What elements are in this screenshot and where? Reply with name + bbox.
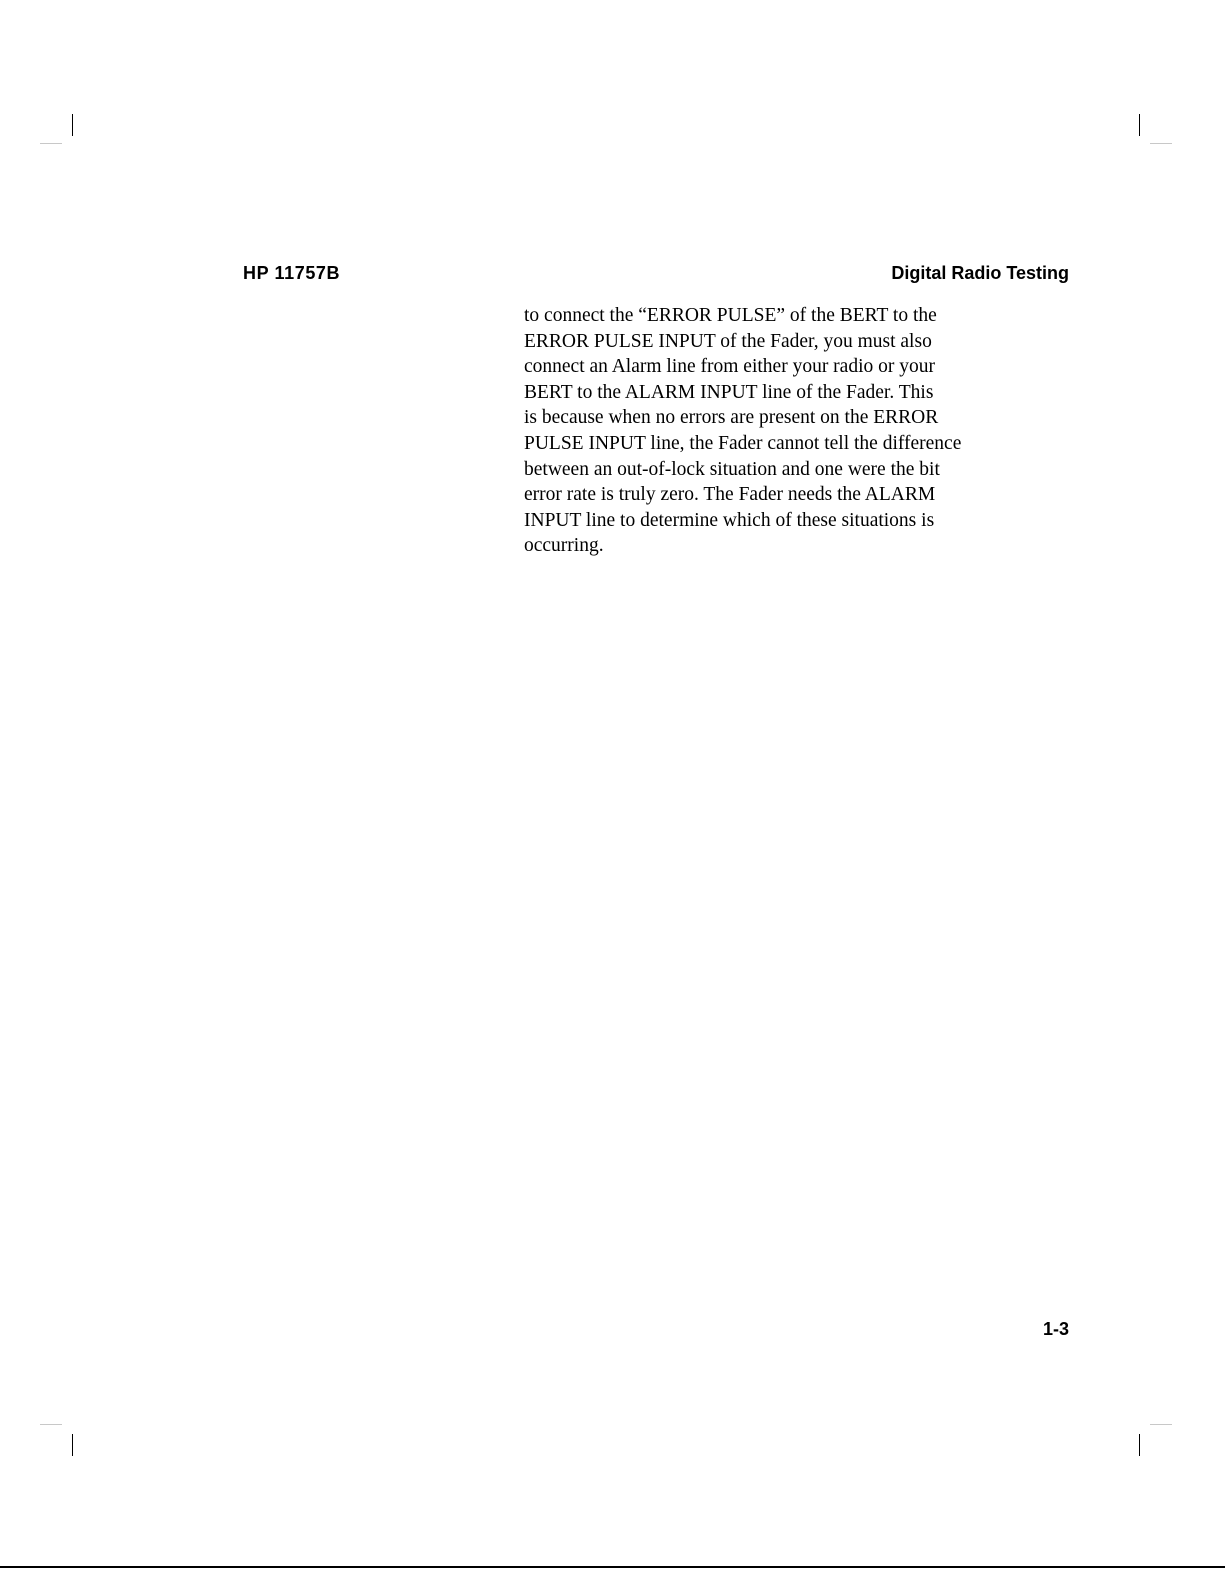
body-paragraph: [524, 303, 1084, 559]
paragraph-line: to connect the “ERROR PULSE” of the BERT to the: [524, 305, 937, 326]
crop-mark-top-right: [1139, 114, 1140, 136]
paragraph-line: error rate is truly zero. The Fader needs the ALARM: [524, 484, 936, 506]
paragraph-line: between an out-of-lock situation and one were the bit: [524, 458, 940, 480]
running-header-model: HP 11757B: [243, 263, 341, 283]
crop-mark-top-right-h: [1150, 143, 1172, 144]
paragraph-line: PULSE INPUT line, the Fader cannot tell the difference: [524, 432, 962, 454]
page-number: 1-3: [1042, 1319, 1069, 1339]
bottom-rule: [0, 1566, 1225, 1568]
crop-mark-top-left: [72, 114, 73, 136]
running-header-section: Digital Radio Testing: [891, 263, 1069, 283]
paragraph-line: INPUT line to determine which of these situations is: [524, 509, 935, 531]
crop-mark-bottom-left: [72, 1434, 73, 1456]
crop-mark-bottom-right: [1139, 1434, 1140, 1456]
paragraph-line: ERROR PULSE INPUT of the Fader, you must also: [524, 330, 932, 352]
paragraph-line: is because when no errors are present on the ERROR: [524, 407, 939, 429]
paragraph-line: occurring.: [524, 535, 604, 557]
crop-mark-top-left-h: [40, 143, 62, 144]
crop-mark-bottom-left-h: [40, 1424, 62, 1425]
paragraph-line: connect an Alarm line from either your radio or your: [524, 356, 935, 378]
paragraph-line: BERT to the ALARM INPUT line of the Fader. This: [524, 381, 934, 403]
crop-mark-bottom-right-h: [1150, 1424, 1172, 1425]
